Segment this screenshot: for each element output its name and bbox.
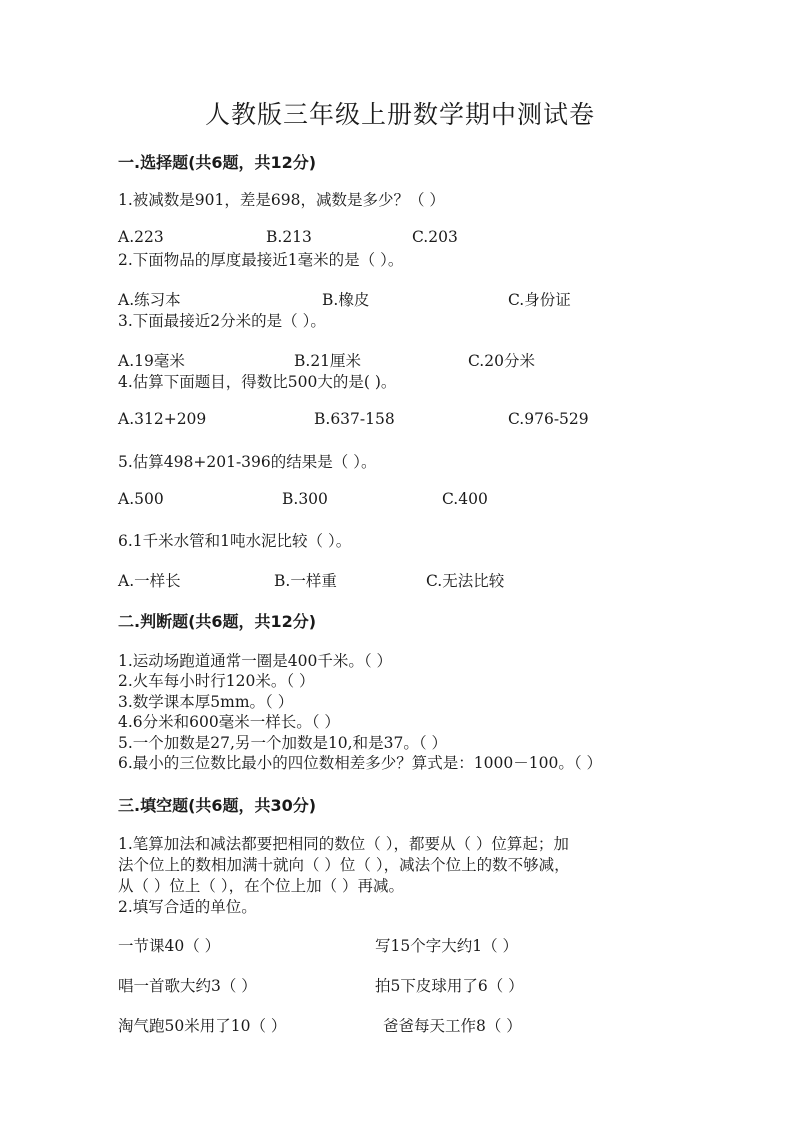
question-text: 6.1千米水管和1吨水泥比较（ ）。	[118, 532, 352, 550]
option: A.19毫米	[118, 352, 185, 370]
option: A.一样长	[118, 572, 181, 590]
section-heading-fill: 三.填空题(共6题，共30分)	[118, 796, 317, 815]
question-text: 4.估算下面题目，得数比500大的是( )。	[118, 373, 397, 391]
unit-item: 爸爸每天工作8（ ）	[383, 1017, 522, 1035]
question-text: 5.估算498+201-396的结果是（ ）。	[118, 453, 377, 471]
unit-item: 淘气跑50米用了10（ ）	[118, 1017, 287, 1035]
question-text: 1.运动场跑道通常一圈是400千米。（ ）	[118, 652, 393, 670]
option: B.213	[266, 228, 312, 246]
section-heading-choice: 一.选择题(共6题，共12分)	[118, 153, 317, 172]
option: C.400	[442, 490, 488, 508]
option: B.一样重	[274, 572, 337, 590]
question-text: 2.填写合适的单位。	[118, 898, 257, 916]
question-text: 从（ ）位上（ ），在个位上加（ ）再减。	[118, 877, 405, 895]
option: B.21厘米	[294, 352, 362, 370]
question-text: 1.笔算加法和减法都要把相同的数位（ ），都要从（ ）位算起；加	[118, 835, 569, 853]
question-text: 2.下面物品的厚度最接近1毫米的是（ ）。	[118, 251, 404, 269]
unit-item: 拍5下皮球用了6（ ）	[375, 977, 524, 995]
option: C.身份证	[508, 291, 571, 309]
question-text: 5.一个加数是27,另一个加数是10,和是37。（ ）	[118, 734, 447, 752]
option: C.无法比较	[426, 572, 505, 590]
option: A.500	[118, 490, 164, 508]
unit-item: 一节课40（ ）	[118, 937, 221, 955]
section-heading-judgment: 二.判断题(共6题，共12分)	[118, 612, 317, 631]
unit-item: 唱一首歌大约3（ ）	[118, 977, 257, 995]
question-text: 1.被减数是901，差是698，减数是多少？（ ）	[118, 191, 445, 209]
option: B.300	[282, 490, 328, 508]
question-text: 4.6分米和600毫米一样长。（ ）	[118, 713, 340, 731]
option: C.20分米	[468, 352, 535, 370]
question-text: 3.数学课本厚5mm。（ ）	[118, 693, 294, 711]
option: A.223	[118, 228, 164, 246]
question-text: 3.下面最接近2分米的是（ ）。	[118, 312, 326, 330]
option: C.976-529	[508, 410, 589, 428]
question-text: 6.最小的三位数比最小的四位数相差多少？算式是：1000－100。（ ）	[118, 754, 602, 772]
option: C.203	[412, 228, 458, 246]
question-text: 2.火车每小时行120米。（ ）	[118, 672, 315, 690]
option: B.637-158	[314, 410, 395, 428]
option: A.练习本	[118, 291, 181, 309]
option: A.312+209	[118, 410, 207, 428]
option: B.橡皮	[322, 291, 370, 309]
unit-item: 写15个字大约1（ ）	[375, 937, 519, 955]
page-title: 人教版三年级上册数学期中测试卷	[204, 100, 595, 129]
question-text: 法个位上的数相加满十就向（ ）位（ ），减法个位上的数不够减，	[118, 856, 570, 874]
